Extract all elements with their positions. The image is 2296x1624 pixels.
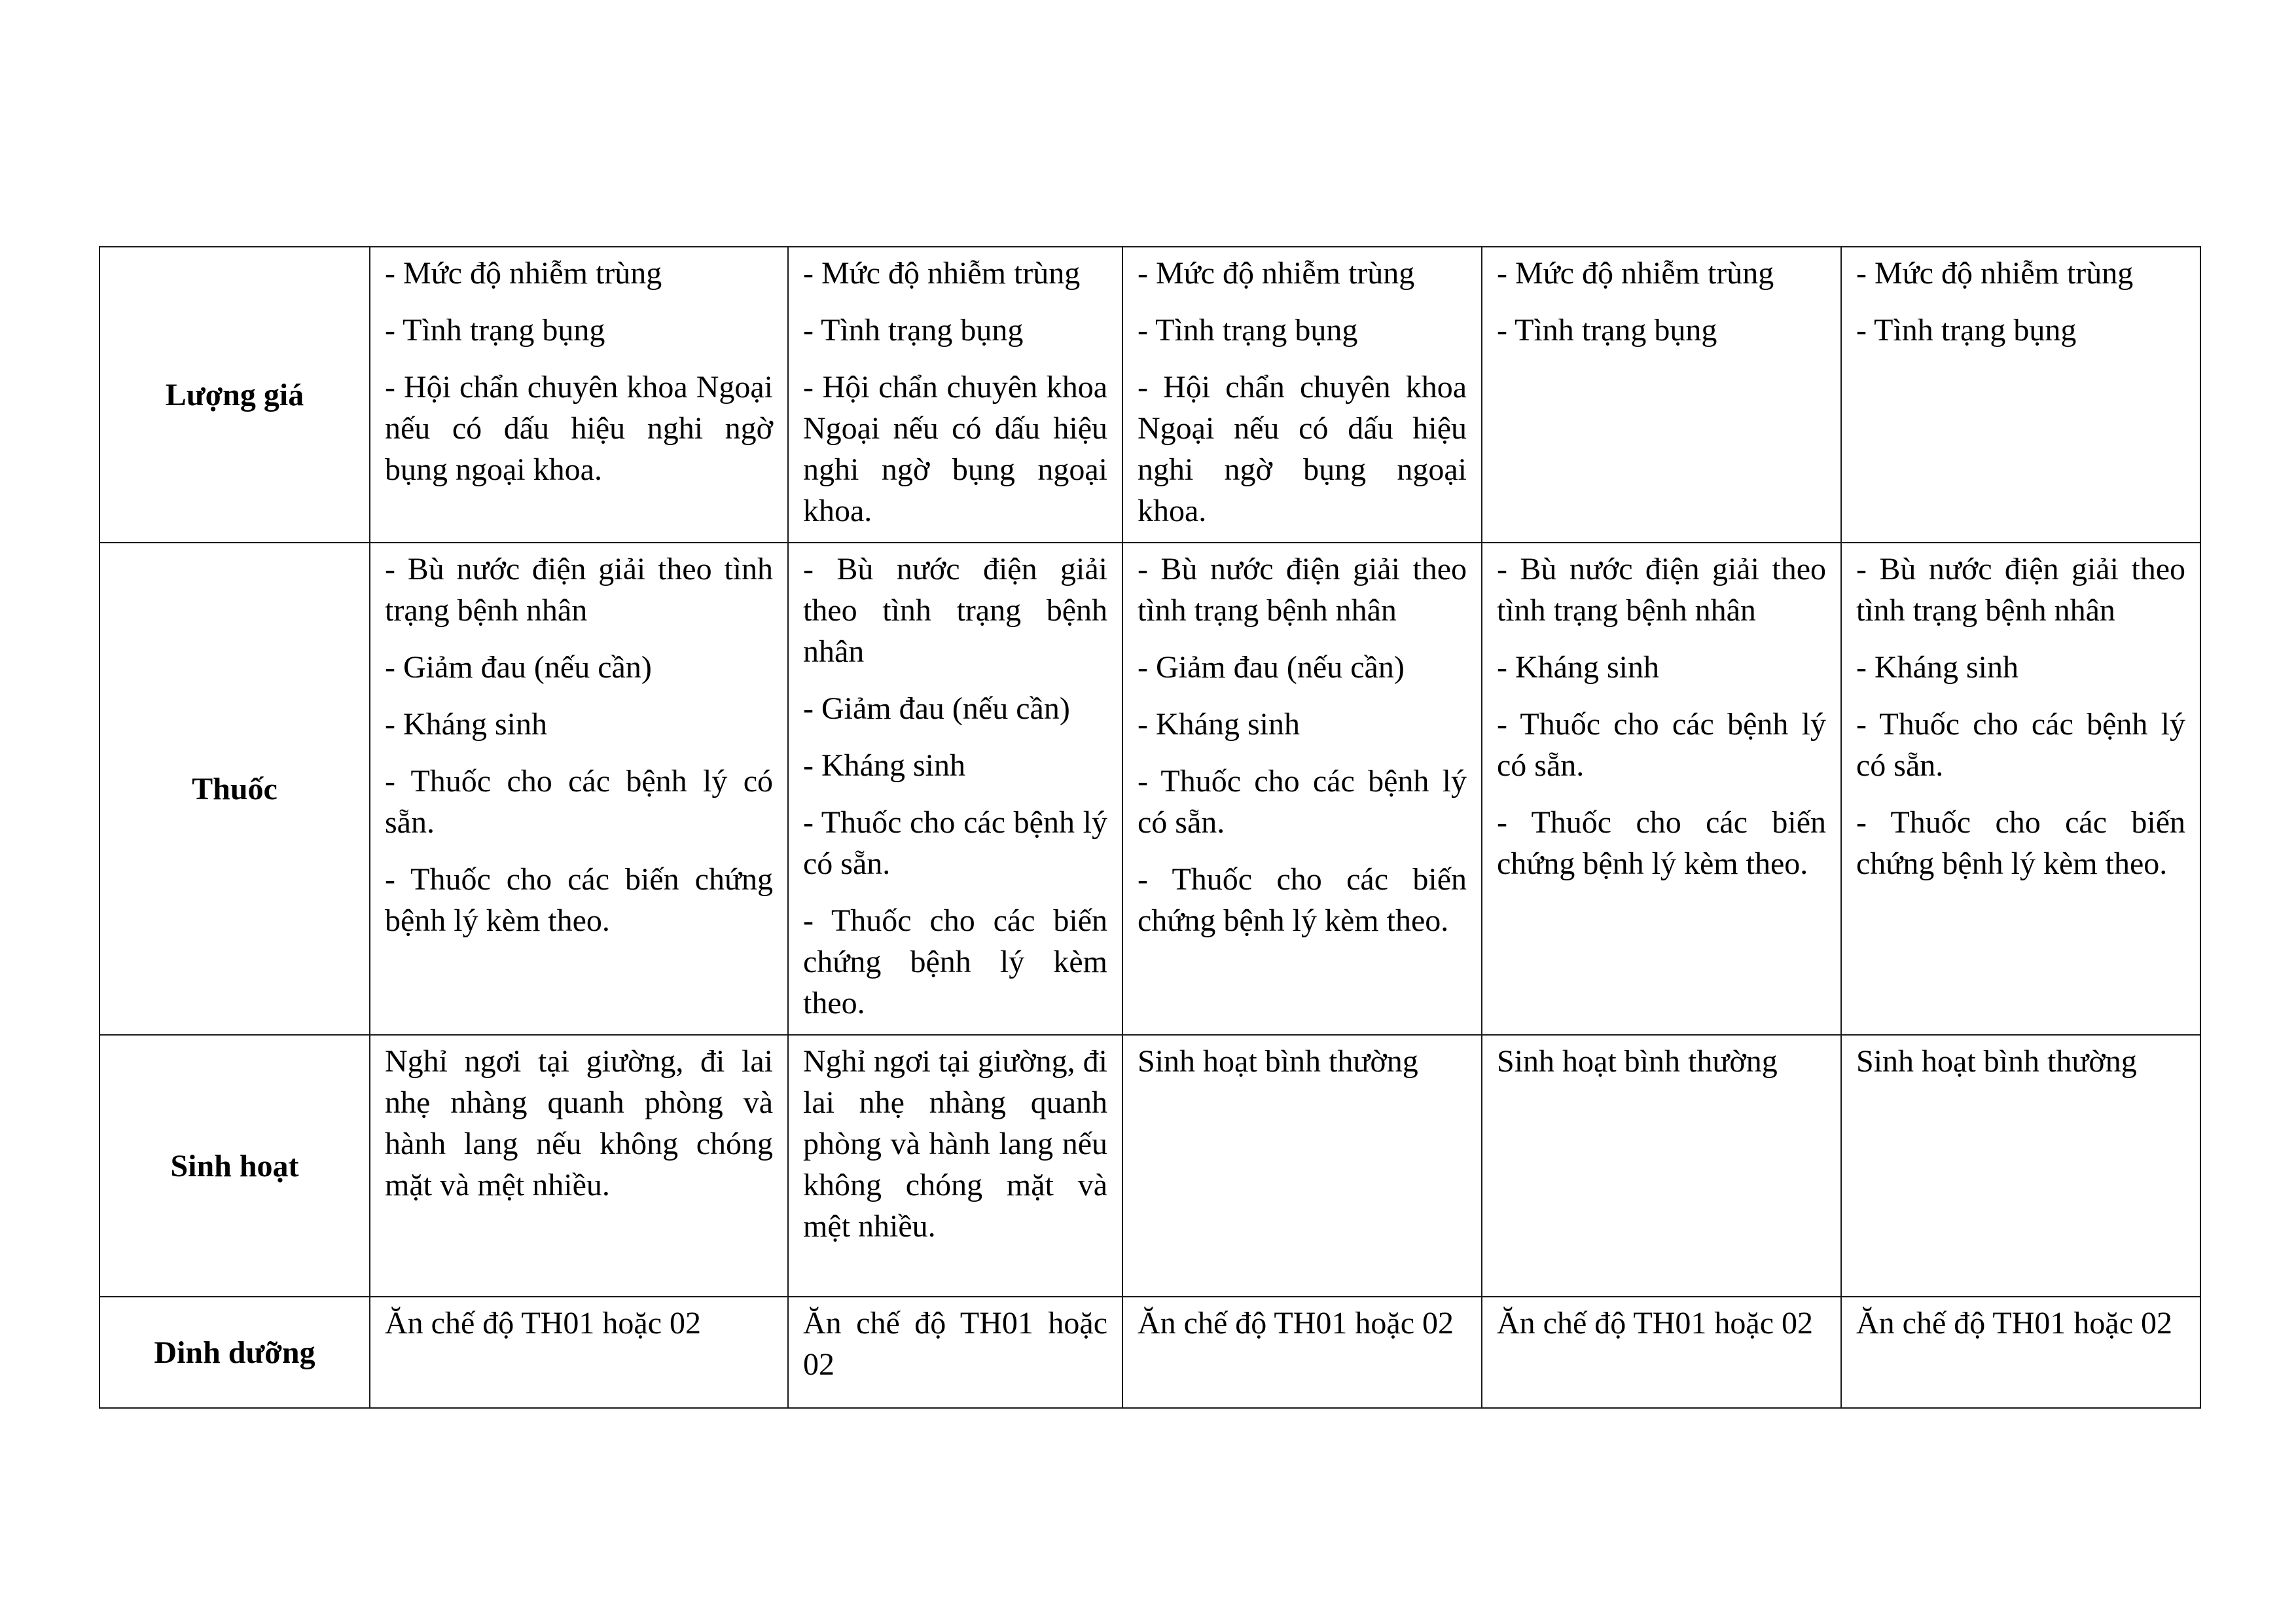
table-cell — [788, 1035, 1122, 1297]
cell-line: Ăn chế độ TH01 hoặc 02 — [385, 1306, 701, 1341]
cell-line: - Kháng sinh — [1856, 650, 2018, 685]
cell-line: - Thuốc cho các bệnh lý có sẵn. — [1856, 707, 2185, 783]
cell-line: - Mức độ nhiễm trùng — [1856, 256, 2134, 291]
cell-line: - Mức độ nhiễm trùng — [803, 256, 1081, 291]
table-cell — [1482, 1297, 1841, 1408]
cell-line: Sinh hoạt bình thường — [1497, 1044, 1778, 1079]
cell-line: - Thuốc cho các biến chứng bệnh lý kèm theo. — [1138, 862, 1467, 938]
table-cell — [1122, 247, 1482, 543]
cell-line: - Giảm đau (nếu cần) — [803, 691, 1070, 726]
table-row — [99, 543, 2200, 1035]
table-cell — [370, 543, 788, 1035]
cell-line: - Kháng sinh — [803, 748, 965, 783]
cell-line: - Thuốc cho các bệnh lý có sẵn. — [1138, 764, 1467, 840]
table-cell — [1482, 543, 1841, 1035]
cell-line: - Bù nước điện giải theo tình trạng bệnh nhân — [1138, 552, 1467, 628]
table-cell — [1482, 1035, 1841, 1297]
cell-line: - Mức độ nhiễm trùng — [385, 256, 662, 291]
cell-line: Nghỉ ngơi tại giường, đi lai nhẹ nhàng quanh phòng và hành lang nếu không chóng mặt và mệt nhiều. — [803, 1044, 1107, 1244]
cell-line: - Giảm đau (nếu cần) — [1138, 650, 1405, 685]
cell-line: - Tình trạng bụng — [1138, 313, 1358, 348]
cell-line: - Kháng sinh — [1138, 707, 1300, 742]
row-label: Thuốc — [99, 543, 370, 1035]
cell-line: Ăn chế độ TH01 hoặc 02 — [1856, 1306, 2172, 1341]
table-row — [99, 247, 2200, 543]
cell-line: - Kháng sinh — [385, 707, 547, 742]
table-cell — [788, 543, 1122, 1035]
table-cell — [1122, 1035, 1482, 1297]
cell-line: - Hội chẩn chuyên khoa Ngoại nếu có dấu hiệu nghi ngờ bụng ngoại khoa. — [385, 370, 773, 487]
cell-line: - Mức độ nhiễm trùng — [1138, 256, 1415, 291]
table-cell — [1841, 1297, 2200, 1408]
cell-line: - Kháng sinh — [1497, 650, 1659, 685]
table-cell — [370, 247, 788, 543]
cell-line: - Thuốc cho các bệnh lý có sẵn. — [385, 764, 773, 840]
row-label: Lượng giá — [99, 247, 370, 543]
cell-line: - Thuốc cho các bệnh lý có sẵn. — [1497, 707, 1826, 783]
cell-line: - Bù nước điện giải theo tình trạng bệnh nhân — [385, 552, 773, 628]
cell-line: - Thuốc cho các bệnh lý có sẵn. — [803, 805, 1107, 881]
table-row — [99, 1297, 2200, 1408]
cell-line: Sinh hoạt bình thường — [1138, 1044, 1418, 1079]
cell-line: - Tình trạng bụng — [1856, 313, 2077, 348]
care-plan-table — [99, 246, 2201, 1409]
cell-line: - Thuốc cho các biến chứng bệnh lý kèm theo. — [803, 903, 1107, 1020]
cell-line: - Thuốc cho các biến chứng bệnh lý kèm theo. — [385, 862, 773, 938]
cell-line: - Bù nước điện giải theo tình trạng bệnh nhân — [1497, 552, 1826, 628]
cell-line: Ăn chế độ TH01 hoặc 02 — [1138, 1306, 1454, 1341]
table-cell — [1841, 247, 2200, 543]
table-cell — [370, 1035, 788, 1297]
cell-line: - Bù nước điện giải theo tình trạng bệnh nhân — [803, 552, 1107, 669]
row-label: Dinh dưỡng — [99, 1297, 370, 1408]
cell-line: - Hội chẩn chuyên khoa Ngoại nếu có dấu hiệu nghi ngờ bụng ngoại khoa. — [1138, 370, 1467, 528]
table-row — [99, 1035, 2200, 1297]
table-cell — [788, 247, 1122, 543]
cell-line: - Tình trạng bụng — [1497, 313, 1717, 348]
cell-line: - Giảm đau (nếu cần) — [385, 650, 652, 685]
cell-line: - Bù nước điện giải theo tình trạng bệnh nhân — [1856, 552, 2185, 628]
cell-line: Nghỉ ngơi tại giường, đi lai nhẹ nhàng quanh phòng và hành lang nếu không chóng mặt và mệt nhiều. — [385, 1044, 773, 1202]
cell-line: - Mức độ nhiễm trùng — [1497, 256, 1774, 291]
cell-line: - Hội chẩn chuyên khoa Ngoại nếu có dấu hiệu nghi ngờ bụng ngoại khoa. — [803, 370, 1107, 528]
table-cell — [370, 1297, 788, 1408]
row-label: Sinh hoạt — [99, 1035, 370, 1297]
cell-line: Ăn chế độ TH01 hoặc 02 — [803, 1306, 1107, 1382]
table-cell — [1841, 543, 2200, 1035]
table-cell — [1122, 543, 1482, 1035]
cell-line: - Thuốc cho các biến chứng bệnh lý kèm theo. — [1856, 805, 2185, 881]
cell-line: Ăn chế độ TH01 hoặc 02 — [1497, 1306, 1813, 1341]
table-cell — [1122, 1297, 1482, 1408]
table-cell — [1841, 1035, 2200, 1297]
cell-line: Sinh hoạt bình thường — [1856, 1044, 2137, 1079]
table-cell — [1482, 247, 1841, 543]
cell-line: - Tình trạng bụng — [803, 313, 1024, 348]
cell-line: - Tình trạng bụng — [385, 313, 605, 348]
cell-line: - Thuốc cho các biến chứng bệnh lý kèm theo. — [1497, 805, 1826, 881]
table-cell — [788, 1297, 1122, 1408]
